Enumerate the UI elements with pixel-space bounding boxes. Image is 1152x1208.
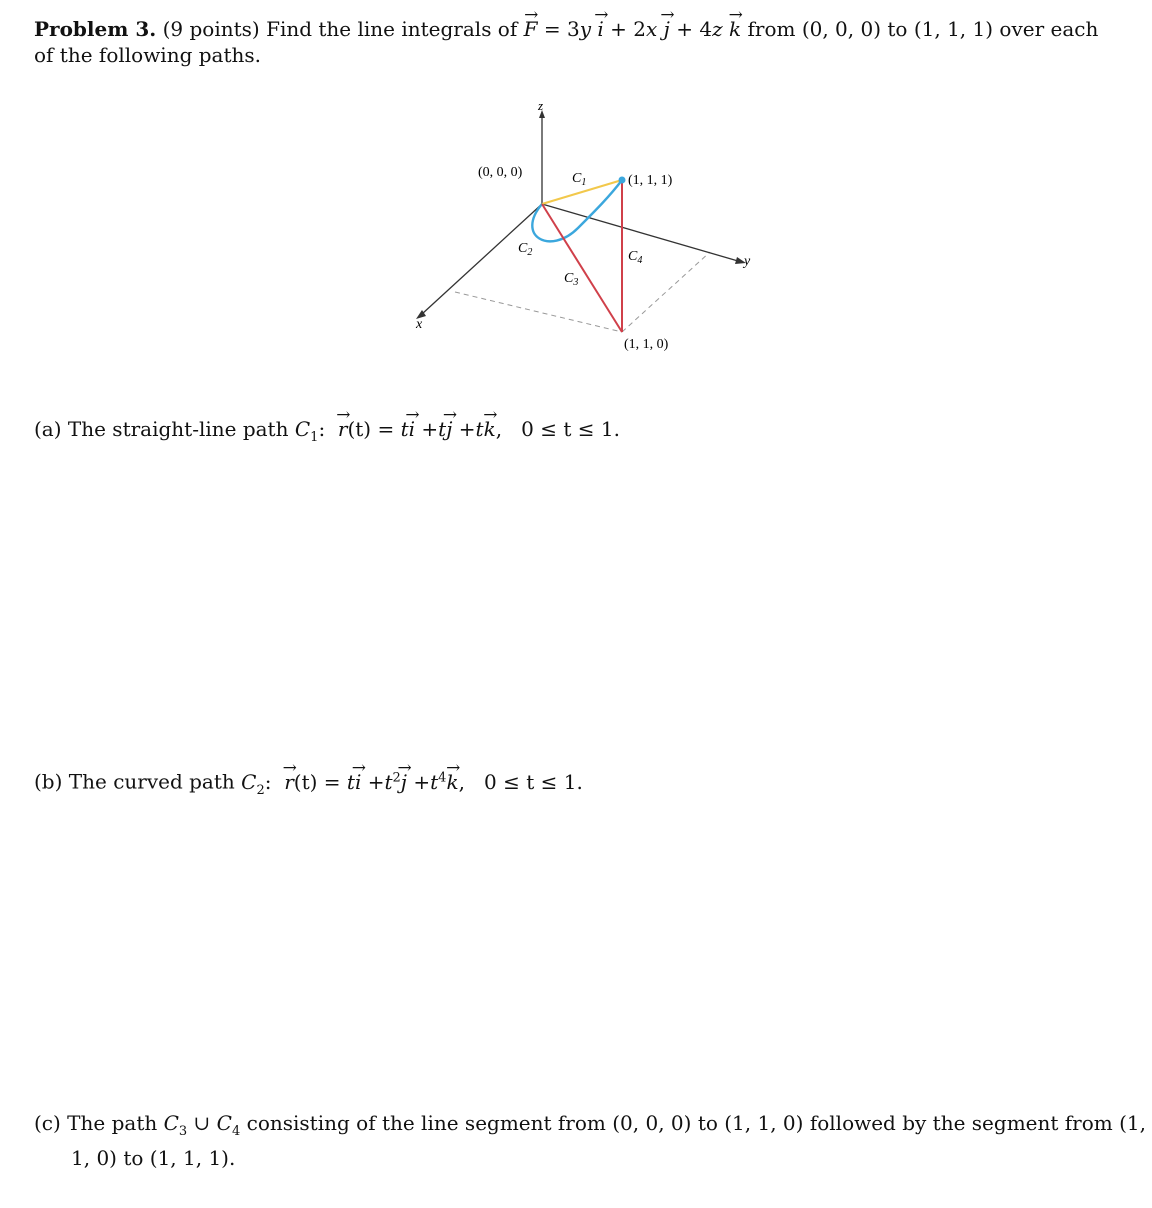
curve-symbol: C (241, 769, 257, 794)
field-coef-2: 2 (633, 17, 647, 41)
to-word: to (887, 17, 908, 41)
c3-subscript: 3 (178, 1124, 188, 1139)
curve-subscript: 2 (256, 782, 265, 798)
part-b-label: (b) (34, 769, 63, 794)
part-a-label: (a) (34, 417, 62, 441)
field-plus-2: + (676, 17, 693, 41)
t-2: t (438, 417, 447, 441)
dashed-x-guide (455, 292, 622, 332)
curve-subscript: 1 (310, 430, 319, 445)
dashed-y-guide (622, 252, 710, 332)
problem-points: (9 points) (162, 17, 260, 41)
unit-j: → j (664, 16, 670, 42)
corner-label: (1, 1, 0) (624, 337, 669, 352)
from-word: from (747, 17, 796, 41)
t-3: t (475, 417, 484, 441)
exponent-2: 2 (392, 770, 401, 785)
param-range: 0 ≤ t ≤ 1. (521, 417, 620, 441)
colon: : (264, 769, 272, 794)
t-arg: (t) = (293, 769, 341, 794)
unit-i: → i (597, 16, 603, 42)
field-F: → F (524, 16, 538, 42)
problem-tail: over each of the following paths. (34, 17, 1099, 67)
field-var-2: x (646, 17, 658, 41)
c3-symbol: C (163, 1111, 179, 1135)
r-vector: → r (338, 416, 348, 442)
field-coef-3: 4 (699, 17, 713, 41)
unit-k: → k (729, 16, 741, 42)
plus-1: + (421, 417, 439, 441)
r-vector: → r (284, 769, 294, 795)
c3-label: $C_3$ (564, 271, 579, 288)
c4-symbol: C (216, 1111, 232, 1135)
plus-1: + (367, 769, 385, 794)
comma: , (495, 417, 503, 441)
point-4: (1, 1, 1). (149, 1146, 236, 1170)
problem-intro: Find the line integrals of (266, 17, 518, 41)
unit-k: → k (446, 769, 458, 795)
field-plus-1: + (610, 17, 627, 41)
union-symbol: ∪ (193, 1111, 211, 1135)
exponent-4: 4 (438, 770, 447, 785)
endpoint-marker (619, 177, 626, 184)
point-2: (1, 1, 0) (724, 1111, 804, 1135)
point-1: (0, 0, 0) (612, 1111, 692, 1135)
part-a-text: The straight-line path (67, 417, 289, 441)
colon: : (318, 417, 326, 441)
unit-i: → i (355, 769, 361, 795)
end-label: (1, 1, 1) (628, 173, 673, 188)
field-var-1: y (579, 17, 592, 41)
field-var-3: z (712, 17, 723, 41)
part-c-label: (c) (34, 1111, 61, 1135)
t-3: t (430, 769, 439, 794)
unit-k: → k (484, 416, 496, 442)
vector-field-formula (524, 17, 742, 41)
plus-2: + (458, 417, 476, 441)
axis-y-label: y (744, 254, 751, 269)
comma: , (458, 769, 465, 794)
part-c-text3: followed by the segment from (809, 1111, 1113, 1135)
part-c-union (163, 1111, 241, 1139)
field-coef-1: 3 (567, 17, 580, 41)
part-b-formula (241, 769, 583, 798)
part-a-formula (294, 417, 620, 445)
end-point: (1, 1, 1) (913, 17, 994, 41)
axis-z-label: z (538, 98, 544, 113)
problem-number: Problem 3. (34, 17, 157, 41)
part-b (34, 765, 1114, 804)
point-3: (1, 1, 0) (71, 1111, 1146, 1170)
param-range: 0 ≤ t ≤ 1. (484, 769, 583, 794)
t-2: t (384, 769, 393, 794)
field-equals: = (543, 17, 561, 41)
part-c-text1: The path (67, 1111, 158, 1135)
c4-subscript: 4 (231, 1124, 241, 1139)
plus-2: + (413, 769, 431, 794)
part-c-text2: consisting of the line segment from (246, 1111, 606, 1135)
t-1: t (346, 769, 355, 794)
paths-figure (400, 96, 780, 366)
c4-label: $C_4$ (628, 249, 643, 266)
part-c (34, 1110, 1151, 1171)
t-arg: (t) = (347, 417, 395, 441)
part-b-text: The curved path (68, 769, 235, 794)
part-a (34, 416, 1114, 451)
t-1: t (400, 417, 409, 441)
axis-x-label: x (416, 317, 423, 332)
x-axis (422, 204, 542, 314)
origin-label: (0, 0, 0) (478, 165, 523, 180)
problem-statement (34, 16, 1114, 68)
to-word-1: to (697, 1111, 718, 1135)
c2-label: $C_2$ (518, 241, 533, 258)
unit-i: → i (409, 416, 415, 442)
c1-label: $C_1$ (572, 171, 587, 188)
start-point: (0, 0, 0) (801, 17, 882, 41)
unit-j: → j (446, 416, 452, 442)
curve-symbol: C (294, 417, 311, 441)
to-word-2: to (123, 1146, 144, 1170)
unit-j: → j (401, 769, 407, 795)
